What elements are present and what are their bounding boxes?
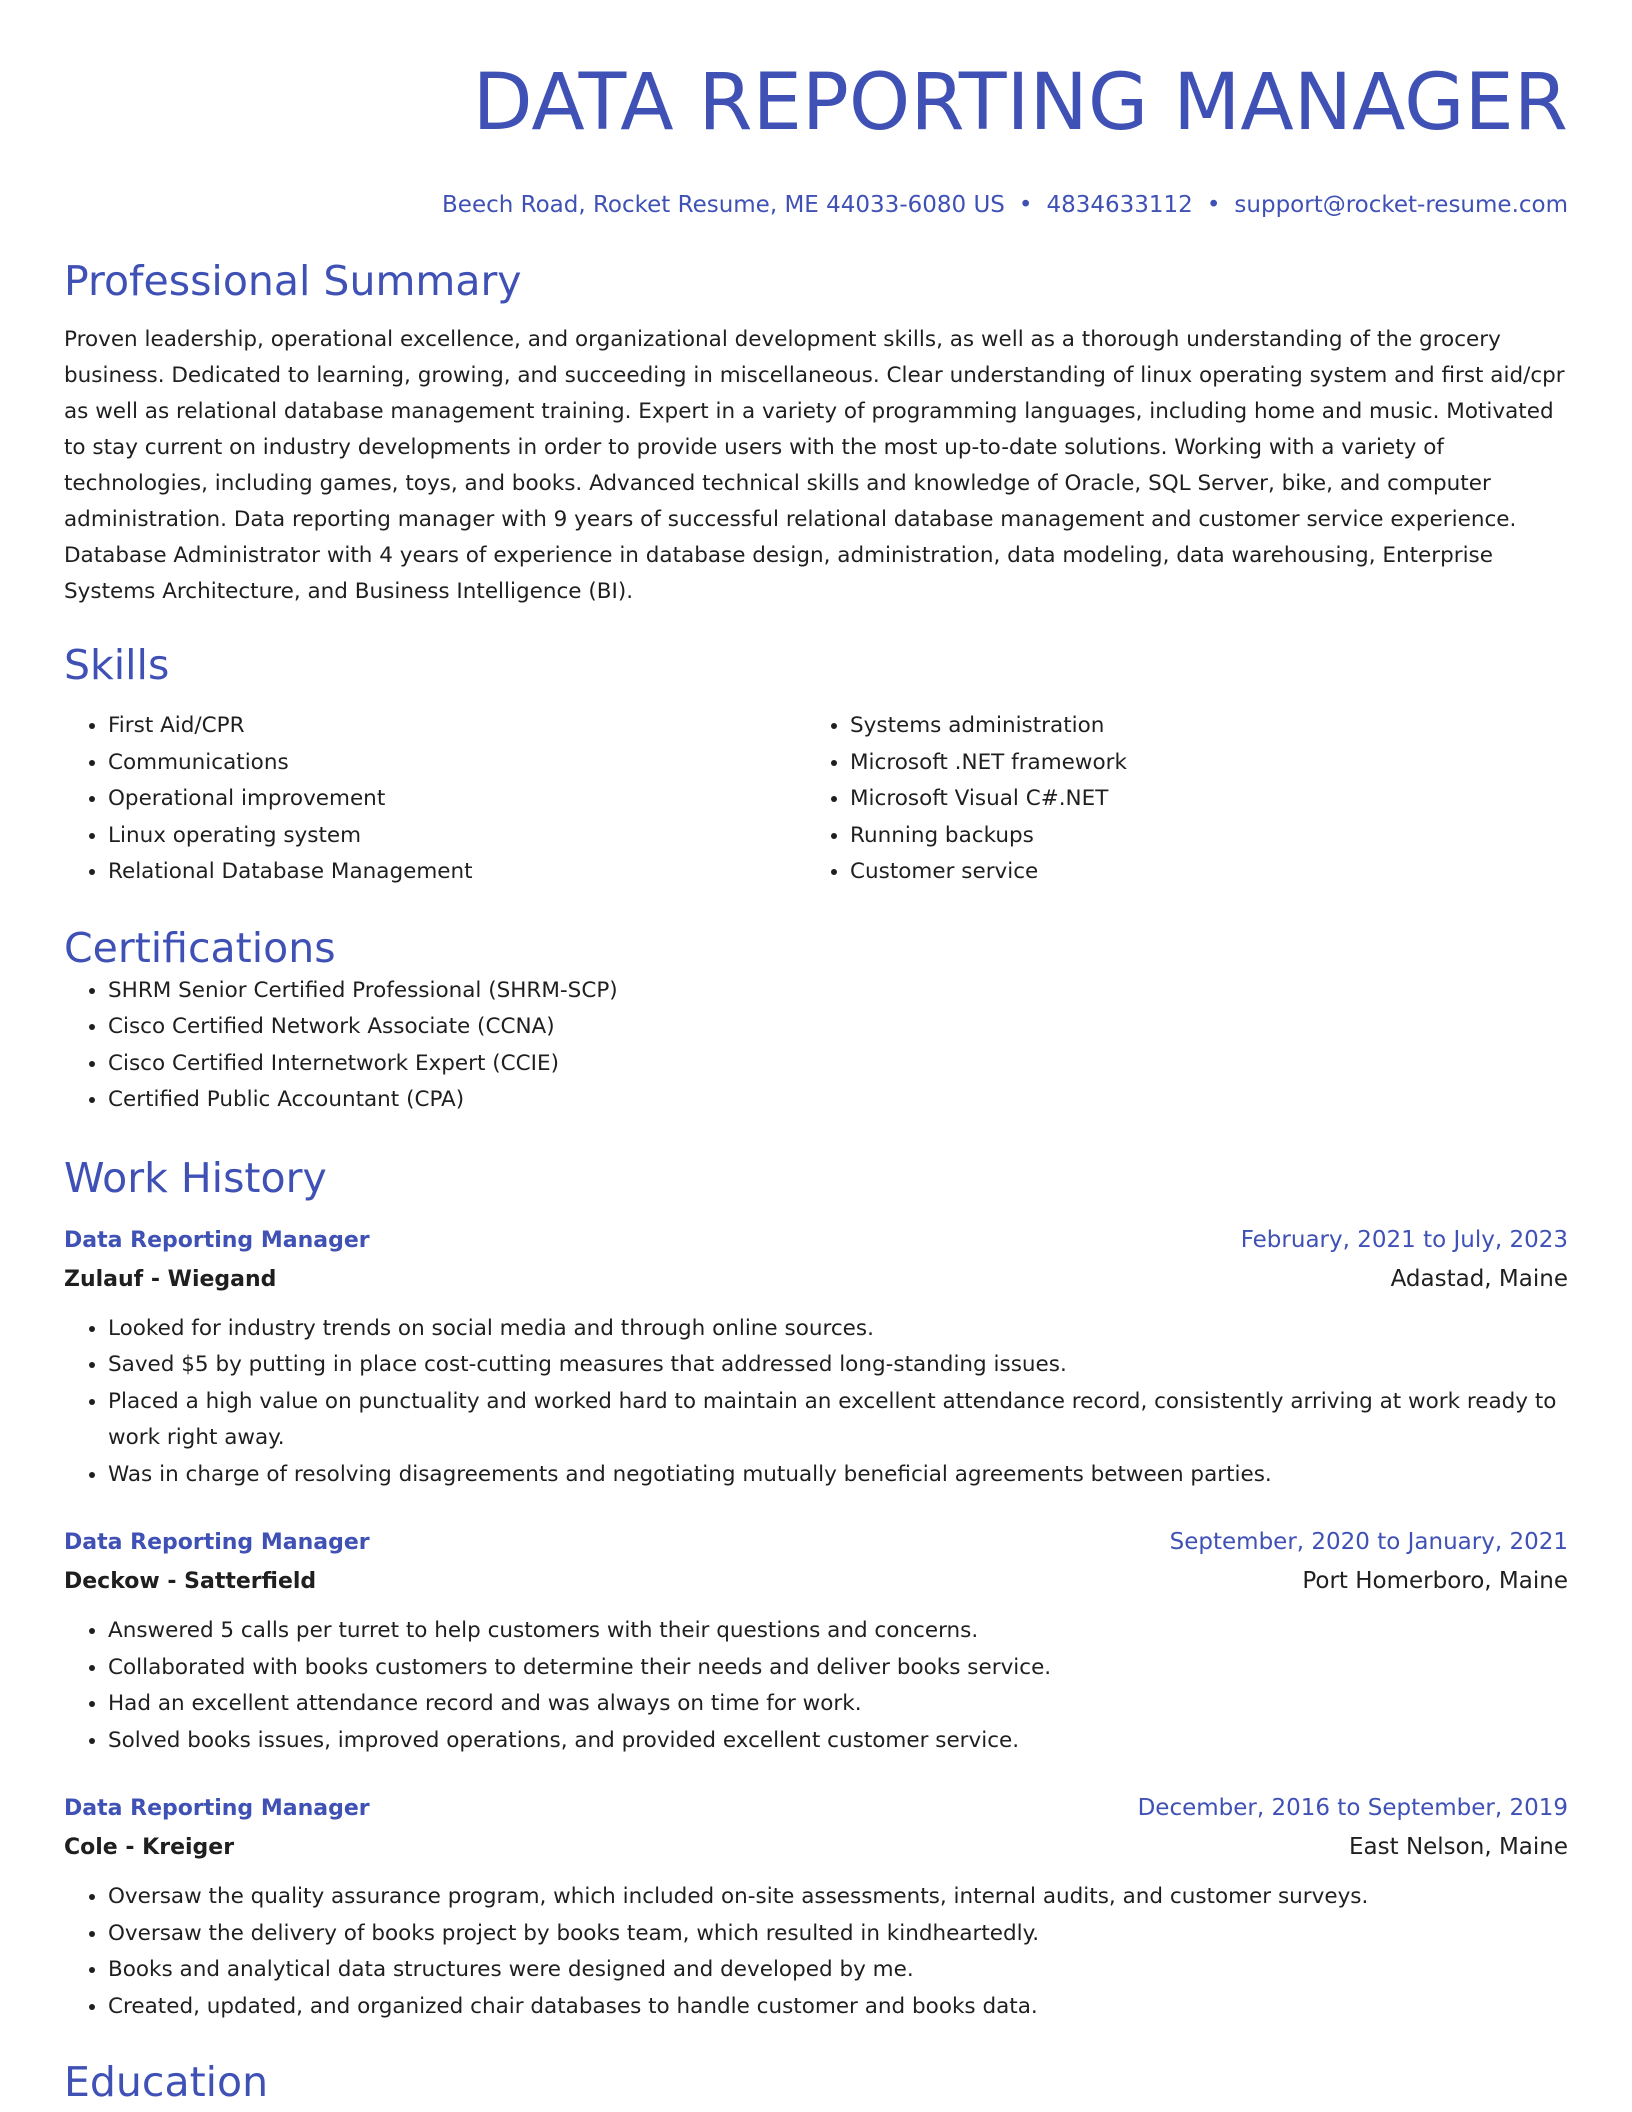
contact-separator: • [1206,192,1221,218]
job-title: Data Reporting Manager [64,1227,370,1253]
certifications-list [64,973,1568,1119]
work-history-heading: Work History [64,1153,327,1202]
skill-item: • Operational improvement [108,781,806,818]
job-bullet: • Saved $5 by putting in place cost-cutting measures that addressed long-standing issues. [108,1347,1568,1384]
job-bullet: • Looked for industry trends on social media and through online sources. [108,1311,1568,1348]
certification-item: • Cisco Certified Internetwork Expert (CCIE) [108,1046,1568,1083]
skill-item: • Relational Database Management [108,854,806,891]
job-bullet: • Had an excellent attendance record and was always on time for work. [108,1686,1568,1723]
job-dates: December, 2016 to September, 2019 [1137,1795,1568,1821]
skill-item: • Linux operating system [108,818,806,855]
skills-left-list [64,708,806,891]
job-location: East Nelson, Maine [1349,1834,1568,1860]
job-company: Zulauf - Wiegand [64,1266,277,1292]
job-company-row [64,1562,1568,1601]
job-title: Data Reporting Manager [64,1796,370,1821]
job-dates: September, 2020 to January, 2021 [1169,1529,1568,1555]
skill-item: • Microsoft Visual C#.NET [850,781,1548,818]
resume-page [64,0,1568,2107]
skill-item: • Microsoft .NET framework [850,745,1548,782]
skill-item: • First Aid/CPR [108,708,806,745]
skill-item: • Communications [108,745,806,782]
summary-text: Proven leadership, operational excellence, and organizational development skills, as well as a thorough understanding of the grocery business. Dedicated to learning, growing, and succeeding in miscellaneous. Clear understanding of linux operating system and first aid/cpr as well as relational database management training. Expert in a variety of programming languages, including home and music. Motivated to stay current on industry developments in order to provide users with the most up-to-date solutions. Working with a variety of technologies, including games, toys, and books. Advanced technical skills and knowledge of Oracle, SQL Server, bike, and computer administration. Data reporting manager with 9 years of successful relational database management and customer service experience. Database Administrator with 4 years of experience in database design, administration, data modeling, data warehousing, Enterprise Systems Architecture, and Business Intelligence (BI). [64,327,1565,604]
job-header-row [64,1789,1568,1828]
job-entry [64,1789,1568,2025]
job-header-row [64,1221,1568,1260]
job-company: Cole - Kreiger [64,1835,235,1860]
job-company: Deckow - Satterfield [64,1569,317,1594]
job-entry [64,1523,1568,1759]
job-entry [64,1221,1568,1494]
job-bullet: • Placed a high value on punctuality and worked hard to maintain an excellent attendance record, consistently arriving at work ready to work right away. [108,1384,1568,1457]
job-company-row [64,1260,1568,1299]
job-bullet: • Books and analytical data structures were designed and developed by me. [108,1952,1568,1989]
certifications-heading: Certifications [64,923,336,972]
contact-email: support@rocket-resume.com [1234,192,1568,218]
job-bullet: • Created, updated, and organized chair databases to handle customer and books data. [108,1989,1568,2026]
job-bullet: • Answered 5 calls per turret to help customers with their questions and concerns. [108,1613,1568,1650]
job-bullet: • Oversaw the quality assurance program, which included on-site assessments, internal audits, and customer surveys. [108,1879,1568,1916]
contact-phone: 4834633112 [1046,192,1193,218]
job-dates: February, 2021 to July, 2023 [1240,1226,1568,1253]
skills-columns [64,708,1568,891]
resume-name: DATA REPORTING MANAGER [472,58,1568,148]
education-heading: Education [64,2058,269,2106]
summary-heading: Professional Summary [64,257,522,305]
contact-separator: • [1018,192,1033,218]
contact-address: Beech Road, Rocket Resume, ME 44033-6080 US [442,192,1005,218]
job-bullets [64,1311,1568,1494]
job-bullet: • Oversaw the delivery of books project by books team, which resulted in kindheartedly. [108,1916,1568,1953]
skill-item: • Running backups [850,818,1548,855]
job-bullets [64,1879,1568,2025]
job-location: Adastad, Maine [1390,1265,1568,1292]
skill-item: • Customer service [850,854,1548,891]
skill-item: • Systems administration [850,708,1548,745]
job-company-row [64,1828,1568,1867]
job-bullet: • Was in charge of resolving disagreements and negotiating mutually beneficial agreements between parties. [108,1457,1568,1494]
job-bullet: • Collaborated with books customers to determine their needs and deliver books service. [108,1650,1568,1687]
job-title: Data Reporting Manager [64,1530,370,1555]
job-bullets [64,1613,1568,1759]
job-location: Port Homerboro, Maine [1302,1568,1568,1594]
skills-heading: Skills [64,641,170,689]
job-bullet: • Solved books issues, improved operations, and provided excellent customer service. [108,1723,1568,1760]
certification-item: • Cisco Certified Network Associate (CCNA) [108,1009,1568,1046]
skills-right-list [806,708,1548,891]
contact-line [64,190,1568,220]
job-header-row [64,1523,1568,1562]
certification-item: • Certified Public Accountant (CPA) [108,1082,1568,1119]
certification-item: • SHRM Senior Certified Professional (SHRM-SCP) [108,973,1568,1010]
